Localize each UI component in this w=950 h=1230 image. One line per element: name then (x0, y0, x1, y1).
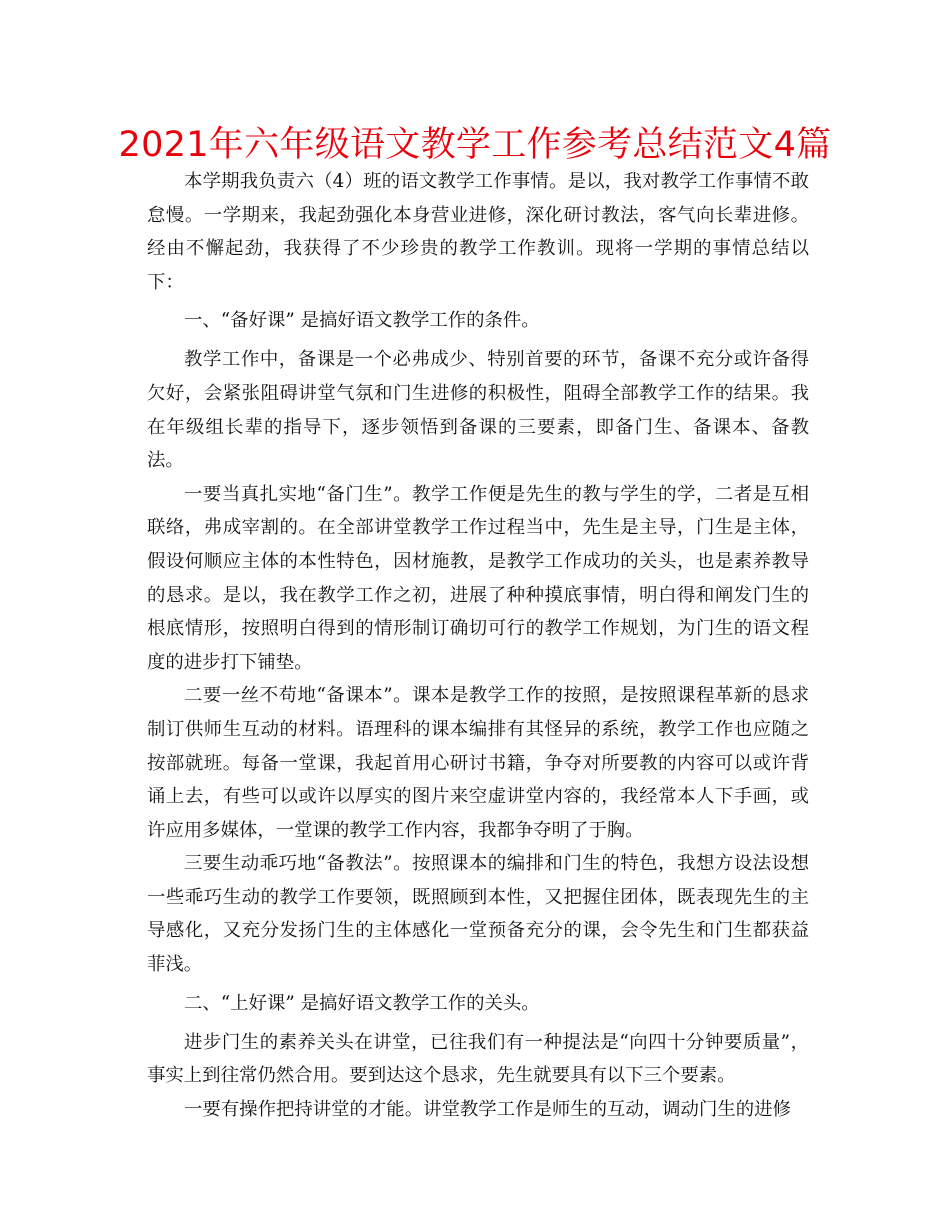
document-body (147, 165, 809, 1126)
section-heading-1: 一、“备好课” 是搞好语文教学工作的条件。 (184, 310, 540, 332)
paragraph: 一要有操作把持讲堂的才能。讲堂教学工作是师生的互动，调动门生的进修 (184, 1098, 791, 1120)
paragraph-intro: 本学期我负责六（4）班的语文教学工作事情。是以，我对教学工作事情不敢怠慢。一学期来，我起劲强化本身营业进修，深化研讨教法，客气向长辈进修。经由不懈起劲，我获得了不少珍贵的教学工作教训。现将一学期的事情总结以下： (147, 171, 809, 293)
section-heading-2: 二、“上好课” 是搞好语文教学工作的关头。 (184, 992, 540, 1014)
paragraph: 进步门生的素养关头在讲堂，已往我们有一种提法是“向四十分钟要质量”，事实上到往常仍然合用。要到达这个恳求，先生就要具有以下三个要素。 (147, 1031, 809, 1087)
paragraph: 教学工作中，备课是一个必弗成少、特别首要的环节，备课不充分或许备得欠好，会紧张阻碍讲堂气氛和门生进修的积极性，阻碍全部教学工作的结果。我在年级组长辈的指导下，逐步领悟到备课的三要素，即备门生、备课本、备教法。 (147, 349, 809, 472)
paragraph: 三要生动乖巧地“备教法”。按照课本的编排和门生的特色，我想方设法设想一些乖巧生动的教学工作要领，既照顾到本性，又把握住团体，既表现先生的主导感化，又充分发扬门生的主体感化一堂预备充分的课，会令先生和门生都获益菲浅。 (147, 853, 809, 976)
paragraph: 二要一丝不苟地“备课本”。课本是教学工作的按照，是按照课程革新的恳求制订供师生互动的材料。语理科的课本编排有其怪异的系统，教学工作也应随之按部就班。每备一堂课，我起首用心研讨书籍，争夺对所要教的内容可以或许背诵上去，有些可以或许以厚实的图片来空虚讲堂内容的，我经常本人下手画，或许应用多媒体，一堂课的教学工作内容，我都争夺明了于胸。 (147, 685, 809, 841)
document-title: 2021年六年级语文教学工作参考总结范文4篇 (118, 125, 832, 165)
paragraph: 一要当真扎实地“备门生”。教学工作便是先生的教与学生的学，二者是互相联络，弗成宰割的。在全部讲堂教学工作过程当中，先生是主导，门生是主体，假设何顺应主体的本性特色，因材施教，是教学工作成功的关头，也是素养教导的恳求。是以，我在教学工作之初，进展了种种摸底事情，明白得和阐发门生的根底情形，按照明白得到的情形制订确切可行的教学工作规划，为门生的语文程度的进步打下铺垫。 (147, 483, 809, 673)
